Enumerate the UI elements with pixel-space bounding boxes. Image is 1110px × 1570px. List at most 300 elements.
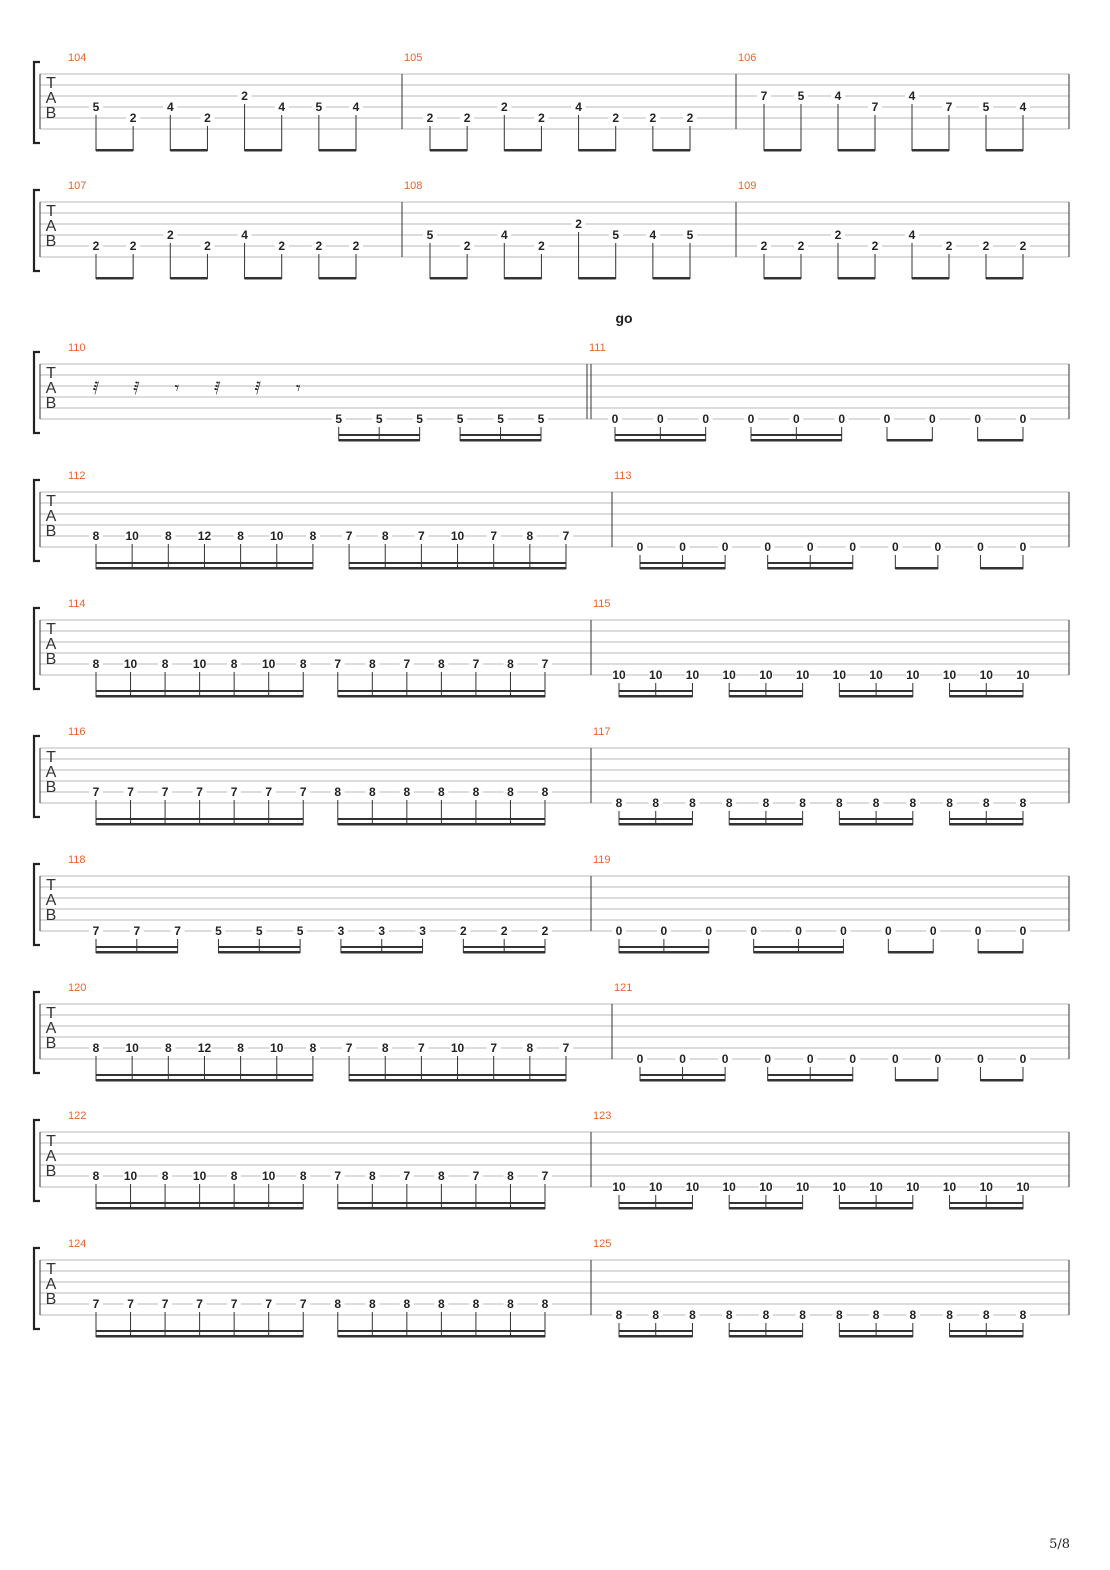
beam xyxy=(96,695,303,698)
tab-clef-letter: A xyxy=(45,636,57,653)
tab-clef-letter: B xyxy=(45,907,57,924)
secondary-beam xyxy=(766,1330,803,1332)
secondary-beam xyxy=(950,1202,987,1204)
fret-number: 10 xyxy=(722,1180,736,1194)
fret-number: 8 xyxy=(541,785,549,799)
secondary-beam xyxy=(168,562,204,564)
fret-number: 8 xyxy=(472,785,480,799)
secondary-beam xyxy=(379,434,419,436)
tab-clef-letter: T xyxy=(46,1261,56,1278)
fret-number: 0 xyxy=(974,412,982,426)
fret-number: 2 xyxy=(797,239,805,253)
beam xyxy=(978,951,1023,954)
secondary-beam xyxy=(277,562,313,564)
fret-number: 2 xyxy=(834,228,842,242)
fret-number: 0 xyxy=(764,540,772,554)
secondary-beam xyxy=(729,1330,766,1332)
secondary-beam xyxy=(200,818,235,820)
secondary-beam xyxy=(656,1202,693,1204)
fret-number: 0 xyxy=(705,924,713,938)
beam xyxy=(839,695,912,698)
system-bracket xyxy=(34,62,40,143)
secondary-beam xyxy=(96,562,132,564)
rest-symbol: 𝄾 xyxy=(174,378,180,398)
fret-number: 8 xyxy=(381,1041,389,1055)
beam xyxy=(838,149,875,152)
fret-number: 7 xyxy=(562,1041,570,1055)
secondary-beam xyxy=(839,1202,876,1204)
fret-number: 8 xyxy=(1019,1308,1027,1322)
fret-number: 8 xyxy=(526,529,534,543)
secondary-beam xyxy=(530,562,566,564)
secondary-beam xyxy=(96,1202,131,1204)
secondary-beam xyxy=(132,1074,168,1076)
tab-system xyxy=(34,1238,1069,1338)
fret-number: 7 xyxy=(334,1169,342,1183)
secondary-beam xyxy=(766,818,803,820)
fret-number: 2 xyxy=(241,89,248,103)
beam xyxy=(751,439,842,442)
secondary-beam xyxy=(656,690,693,692)
fret-number: 8 xyxy=(334,1297,342,1311)
fret-number: 4 xyxy=(352,100,360,114)
secondary-beam xyxy=(407,690,442,692)
secondary-beam xyxy=(372,1330,407,1332)
secondary-beam xyxy=(441,690,476,692)
fret-number: 2 xyxy=(612,111,620,125)
fret-number: 4 xyxy=(908,89,916,103)
tab-clef-letter: B xyxy=(45,105,57,122)
measure-number: 120 xyxy=(68,982,87,994)
measure-number: 121 xyxy=(614,982,633,994)
measure-number: 104 xyxy=(68,52,87,64)
beam xyxy=(460,439,541,442)
fret-number: 10 xyxy=(123,657,138,671)
fret-number: 2 xyxy=(538,239,545,253)
measure-number: 118 xyxy=(68,854,86,866)
rest-symbol: 𝅀 xyxy=(254,378,262,398)
secondary-beam xyxy=(269,1330,304,1332)
secondary-beam xyxy=(876,1202,913,1204)
secondary-beam xyxy=(458,562,494,564)
fret-number: 2 xyxy=(686,111,694,125)
beam xyxy=(338,823,545,826)
secondary-beam xyxy=(510,818,545,820)
secondary-beam xyxy=(277,1074,313,1076)
fret-number: 0 xyxy=(656,412,664,426)
fret-number: 8 xyxy=(946,796,953,810)
secondary-beam xyxy=(165,690,200,692)
fret-number: 8 xyxy=(799,796,806,810)
fret-number: 7 xyxy=(196,1297,203,1311)
fret-number: 0 xyxy=(764,1052,772,1066)
fret-number: 7 xyxy=(265,785,273,799)
fret-number: 7 xyxy=(230,785,238,799)
fret-number: 0 xyxy=(884,924,892,938)
fret-number: 2 xyxy=(278,239,286,253)
system-bracket xyxy=(34,608,40,689)
beam xyxy=(619,1335,692,1338)
fret-number: 8 xyxy=(403,785,411,799)
beam xyxy=(430,277,467,280)
fret-number: 7 xyxy=(196,785,203,799)
secondary-beam xyxy=(241,562,277,564)
fret-number: 5 xyxy=(612,228,620,242)
beam xyxy=(338,1207,545,1210)
tab-clef-letter: A xyxy=(45,1148,57,1165)
secondary-beam xyxy=(729,1202,766,1204)
fret-number: 8 xyxy=(615,1308,623,1322)
fret-number: 10 xyxy=(270,529,284,543)
fret-number: 10 xyxy=(1016,1180,1030,1194)
fret-number: 0 xyxy=(636,1052,644,1066)
fret-number: 8 xyxy=(909,796,917,810)
fret-number: 2 xyxy=(129,111,137,125)
fret-number: 3 xyxy=(337,924,345,938)
system-bracket xyxy=(34,992,40,1073)
beam xyxy=(463,951,545,954)
secondary-beam xyxy=(683,562,726,564)
fret-number: 10 xyxy=(649,668,663,682)
tab-clef-letter: B xyxy=(45,651,57,668)
secondary-beam xyxy=(950,1330,987,1332)
fret-number: 8 xyxy=(836,796,843,810)
beam xyxy=(430,149,467,152)
secondary-beam xyxy=(683,1074,726,1076)
secondary-beam xyxy=(510,1330,545,1332)
fret-number: 5 xyxy=(497,412,504,426)
secondary-beam xyxy=(950,690,987,692)
fret-number: 0 xyxy=(934,1052,942,1066)
fret-number: 2 xyxy=(649,111,657,125)
rest-symbol: 𝅀 xyxy=(92,378,100,398)
fret-number: 0 xyxy=(1019,924,1027,938)
beam xyxy=(319,277,356,280)
fret-number: 10 xyxy=(649,1180,663,1194)
tab-clef-letter: T xyxy=(46,749,56,766)
secondary-beam xyxy=(441,1330,476,1332)
tab-system xyxy=(34,598,1069,698)
page-number: 5/8 xyxy=(1049,1537,1070,1552)
fret-number: 0 xyxy=(849,540,857,554)
fret-number: 8 xyxy=(438,785,445,799)
fret-number: 8 xyxy=(872,1308,880,1322)
fret-number: 10 xyxy=(979,1180,993,1194)
secondary-beam xyxy=(729,690,766,692)
secondary-beam xyxy=(751,434,796,436)
beam xyxy=(579,277,616,280)
secondary-beam xyxy=(259,946,300,948)
fret-number: 0 xyxy=(883,412,891,426)
fret-number: 0 xyxy=(721,540,729,554)
secondary-beam xyxy=(338,1330,373,1332)
secondary-beam xyxy=(476,690,511,692)
beam xyxy=(619,1207,692,1210)
secondary-beam xyxy=(768,1074,811,1076)
system-bracket xyxy=(34,190,40,271)
fret-number: 2 xyxy=(500,924,508,938)
secondary-beam xyxy=(131,818,166,820)
beam xyxy=(170,277,207,280)
tab-clef-letter: A xyxy=(45,508,57,525)
fret-number: 7 xyxy=(299,785,307,799)
fret-number: 10 xyxy=(795,1180,810,1194)
fret-number: 8 xyxy=(438,657,445,671)
fret-number: 8 xyxy=(92,1169,100,1183)
measure-number: 119 xyxy=(593,854,611,866)
secondary-beam xyxy=(796,434,841,436)
beam xyxy=(218,951,300,954)
secondary-beam xyxy=(349,562,385,564)
fret-number: 7 xyxy=(265,1297,273,1311)
beam xyxy=(96,149,133,152)
beam xyxy=(729,695,802,698)
secondary-beam xyxy=(810,1074,853,1076)
tab-clef-letter: T xyxy=(46,1005,56,1022)
secondary-beam xyxy=(204,562,240,564)
secondary-beam xyxy=(372,690,407,692)
tab-clef-letter: B xyxy=(45,1163,57,1180)
fret-number: 8 xyxy=(507,657,514,671)
fret-number: 2 xyxy=(575,217,582,231)
beam xyxy=(96,823,303,826)
rest-symbol: 𝅀 xyxy=(133,378,140,398)
beam xyxy=(319,149,356,152)
fret-number: 2 xyxy=(1019,239,1027,253)
fret-number: 8 xyxy=(507,785,514,799)
fret-number: 2 xyxy=(871,239,879,253)
tab-clef-letter: B xyxy=(45,1035,57,1052)
fret-number: 8 xyxy=(725,1308,733,1322)
secondary-beam xyxy=(407,818,442,820)
tab-clef-letter: A xyxy=(45,1276,57,1293)
fret-number: 2 xyxy=(204,239,211,253)
fret-number: 5 xyxy=(416,412,423,426)
fret-number: 10 xyxy=(450,1041,465,1055)
fret-number: 7 xyxy=(345,529,353,543)
secondary-beam xyxy=(168,1074,204,1076)
beam xyxy=(619,951,709,954)
fret-number: 8 xyxy=(909,1308,917,1322)
beam xyxy=(764,149,801,152)
fret-number: 5 xyxy=(315,100,323,114)
beam xyxy=(895,1079,938,1082)
fret-number: 8 xyxy=(982,1308,990,1322)
measure-number: 111 xyxy=(589,342,606,354)
secondary-beam xyxy=(530,1074,566,1076)
measure-number: 109 xyxy=(738,180,757,192)
beam xyxy=(96,567,313,570)
tab-clef-letter: A xyxy=(45,892,57,909)
tab-clef-letter: B xyxy=(45,523,57,540)
fret-number: 10 xyxy=(450,529,465,543)
fret-number: 10 xyxy=(722,668,736,682)
fret-number: 7 xyxy=(760,89,768,103)
fret-number: 10 xyxy=(125,529,139,543)
beam xyxy=(96,277,133,280)
fret-number: 5 xyxy=(686,228,694,242)
fret-number: 8 xyxy=(946,1308,953,1322)
beam xyxy=(839,1335,912,1338)
tab-clef-letter: B xyxy=(45,779,57,796)
tab-system xyxy=(34,982,1069,1082)
fret-number: 8 xyxy=(438,1169,445,1183)
fret-number: 8 xyxy=(507,1297,514,1311)
fret-number: 0 xyxy=(1019,412,1027,426)
fret-number: 2 xyxy=(166,228,174,242)
fret-number: 0 xyxy=(721,1052,729,1066)
fret-number: 4 xyxy=(908,228,916,242)
fret-number: 0 xyxy=(636,540,644,554)
secondary-beam xyxy=(463,946,504,948)
fret-number: 0 xyxy=(934,540,942,554)
fret-number: 8 xyxy=(472,1297,480,1311)
fret-number: 2 xyxy=(352,239,360,253)
fret-number: 7 xyxy=(490,1041,498,1055)
fret-number: 10 xyxy=(906,668,920,682)
secondary-beam xyxy=(96,1330,131,1332)
secondary-beam xyxy=(986,1330,1023,1332)
fret-number: 0 xyxy=(929,924,937,938)
secondary-beam xyxy=(986,1202,1023,1204)
fret-number: 2 xyxy=(129,239,137,253)
fret-number: 10 xyxy=(685,668,700,682)
secondary-beam xyxy=(385,562,421,564)
fret-number: 10 xyxy=(612,668,626,682)
secondary-beam xyxy=(876,1330,913,1332)
fret-number: 0 xyxy=(792,412,800,426)
fret-number: 10 xyxy=(1016,668,1030,682)
fret-number: 7 xyxy=(92,1297,100,1311)
beam xyxy=(729,1335,802,1338)
fret-number: 2 xyxy=(463,111,471,125)
secondary-beam xyxy=(338,818,373,820)
fret-number: 8 xyxy=(403,1297,411,1311)
beam xyxy=(764,277,801,280)
secondary-beam xyxy=(754,946,799,948)
secondary-beam xyxy=(986,690,1023,692)
beam xyxy=(895,567,938,570)
fret-number: 7 xyxy=(299,1297,307,1311)
fret-number: 4 xyxy=(834,89,842,103)
secondary-beam xyxy=(660,434,705,436)
fret-number: 8 xyxy=(161,1169,169,1183)
beam xyxy=(887,439,932,442)
secondary-beam xyxy=(241,1074,277,1076)
measure-number: 106 xyxy=(738,52,757,64)
beam xyxy=(579,149,616,152)
fret-number: 8 xyxy=(381,529,389,543)
fret-number: 0 xyxy=(750,924,758,938)
fret-number: 2 xyxy=(92,239,100,253)
secondary-beam xyxy=(269,1202,304,1204)
fret-number: 10 xyxy=(270,1041,284,1055)
measure-number: 112 xyxy=(68,470,86,482)
fret-number: 8 xyxy=(92,1041,100,1055)
secondary-beam xyxy=(131,1202,166,1204)
secondary-beam xyxy=(200,690,235,692)
secondary-beam xyxy=(131,1330,166,1332)
secondary-beam xyxy=(234,1202,269,1204)
tab-clef-letter: A xyxy=(45,1020,57,1037)
fret-number: 8 xyxy=(725,796,733,810)
secondary-beam xyxy=(460,434,500,436)
secondary-beam xyxy=(476,818,511,820)
fret-number: 8 xyxy=(526,1041,534,1055)
fret-number: 10 xyxy=(612,1180,626,1194)
secondary-beam xyxy=(656,1330,693,1332)
fret-number: 2 xyxy=(500,100,508,114)
fret-number: 2 xyxy=(426,111,434,125)
fret-number: 8 xyxy=(368,1297,376,1311)
fret-number: 10 xyxy=(262,657,276,671)
fret-number: 2 xyxy=(204,111,211,125)
beam xyxy=(888,951,933,954)
fret-number: 5 xyxy=(296,924,304,938)
measure-number: 117 xyxy=(593,726,611,738)
fret-number: 8 xyxy=(1019,796,1027,810)
system-bracket xyxy=(34,1248,40,1329)
fret-number: 0 xyxy=(660,924,668,938)
tab-clef-letter: T xyxy=(46,365,56,382)
measure-number: 125 xyxy=(593,1238,612,1250)
tab-system xyxy=(34,52,1069,152)
beam xyxy=(653,149,690,152)
secondary-beam xyxy=(96,690,131,692)
secondary-beam xyxy=(640,1074,683,1076)
fret-number: 8 xyxy=(982,796,990,810)
tab-clef-letter: T xyxy=(46,75,56,92)
secondary-beam xyxy=(96,946,137,948)
secondary-beam xyxy=(234,690,269,692)
tab-system xyxy=(34,470,1069,570)
beam xyxy=(640,567,725,570)
beam xyxy=(950,1335,1023,1338)
beam xyxy=(768,1079,853,1082)
fret-number: 7 xyxy=(127,785,134,799)
secondary-beam xyxy=(494,1074,530,1076)
secondary-beam xyxy=(510,690,545,692)
fret-number: 5 xyxy=(982,100,990,114)
tab-clef-letter: T xyxy=(46,203,56,220)
secondary-beam xyxy=(165,1330,200,1332)
secondary-beam xyxy=(501,434,541,436)
fret-number: 5 xyxy=(426,228,434,242)
tab-clef-letter: T xyxy=(46,877,56,894)
tab-clef-letter: T xyxy=(46,493,56,510)
rest-symbol: 𝅀 xyxy=(214,378,221,398)
fret-number: 10 xyxy=(942,1180,957,1194)
beam xyxy=(170,149,207,152)
fret-number: 8 xyxy=(652,796,660,810)
fret-number: 0 xyxy=(891,540,899,554)
fret-number: 0 xyxy=(928,412,936,426)
fret-number: 5 xyxy=(92,100,100,114)
measure-number: 122 xyxy=(68,1110,87,1122)
tab-clef-letter: A xyxy=(45,90,57,107)
measure-number: 110 xyxy=(68,342,86,354)
secondary-beam xyxy=(341,946,382,948)
secondary-beam xyxy=(96,1074,132,1076)
secondary-beam xyxy=(372,1202,407,1204)
fret-number: 0 xyxy=(702,412,710,426)
secondary-beam xyxy=(619,1330,656,1332)
fret-number: 7 xyxy=(472,1169,480,1183)
system-bracket xyxy=(34,736,40,817)
beam xyxy=(653,277,690,280)
fret-number: 8 xyxy=(92,529,100,543)
fret-number: 7 xyxy=(127,1297,134,1311)
